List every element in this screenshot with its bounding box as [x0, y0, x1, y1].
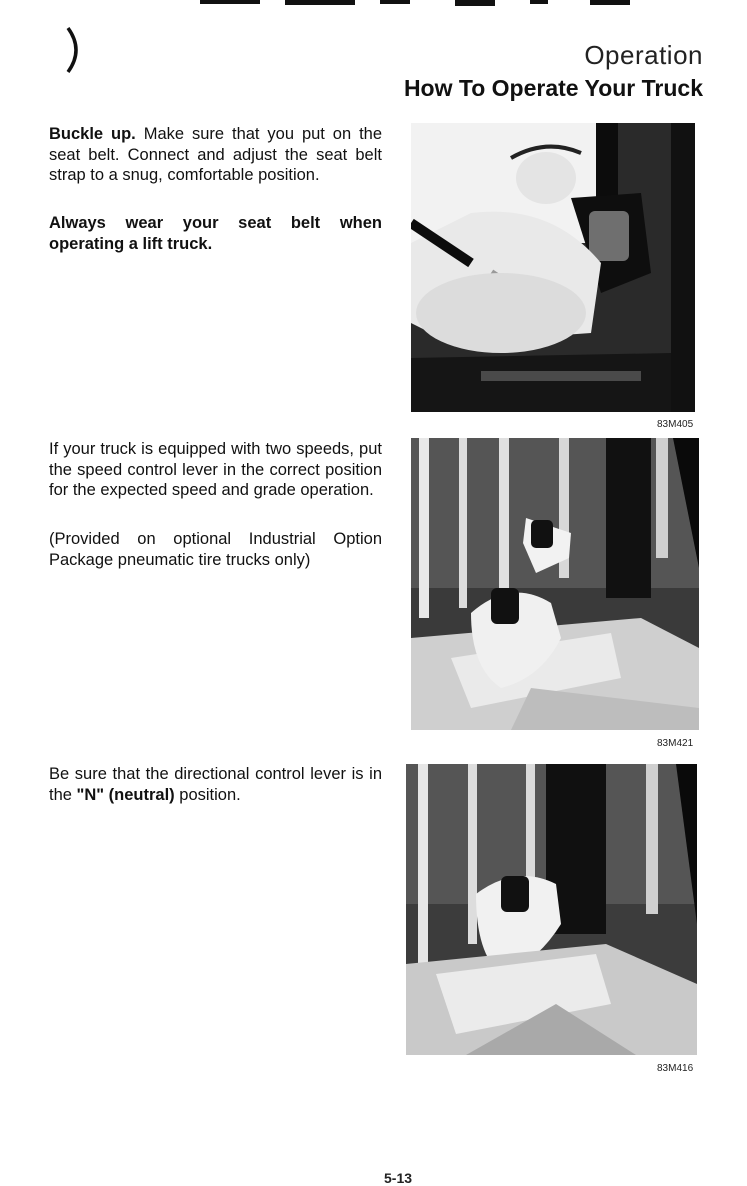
speed-lever-photo	[411, 438, 699, 730]
option-package-note: (Provided on optional Industrial Option Package pneumatic tire trucks only)	[49, 530, 382, 569]
photo-caption-3: 83M416	[657, 1063, 694, 1074]
page-title: How To Operate Your Truck	[403, 75, 703, 101]
buckle-up-text: Make sure that you put on the seat belt. Connect and adjust the seat belt strap to a snug, comfortable position.	[49, 125, 383, 184]
punch-hole-mark	[62, 26, 86, 74]
buckle-up-lead: Buckle up.	[49, 125, 136, 143]
neutral-emphasis: "N" (neutral)	[76, 785, 175, 804]
speed-control-paragraph: If your truck is equipped with two speeds, put the speed control lever in the correct position for the expected speed and grade operation.	[49, 440, 382, 499]
directional-text-before: Be sure that the directional control lever is in the	[49, 765, 382, 804]
directional-lever-photo	[406, 764, 697, 1055]
section-heading: Operation	[584, 40, 703, 70]
seat-belt-photo	[411, 123, 695, 412]
directional-control-paragraph	[49, 764, 382, 805]
scan-artifact-top	[190, 0, 670, 8]
page-number: 5-13	[384, 1170, 413, 1186]
buckle-up-paragraph	[49, 124, 382, 186]
photo-caption-1: 83M405	[657, 419, 694, 430]
directional-text-after: position.	[174, 785, 241, 804]
seat-belt-warning-text: Always wear your seat belt when operating a lift truck.	[49, 214, 382, 253]
seat-belt-warning	[49, 213, 382, 254]
photo-caption-2: 83M421	[657, 738, 694, 749]
